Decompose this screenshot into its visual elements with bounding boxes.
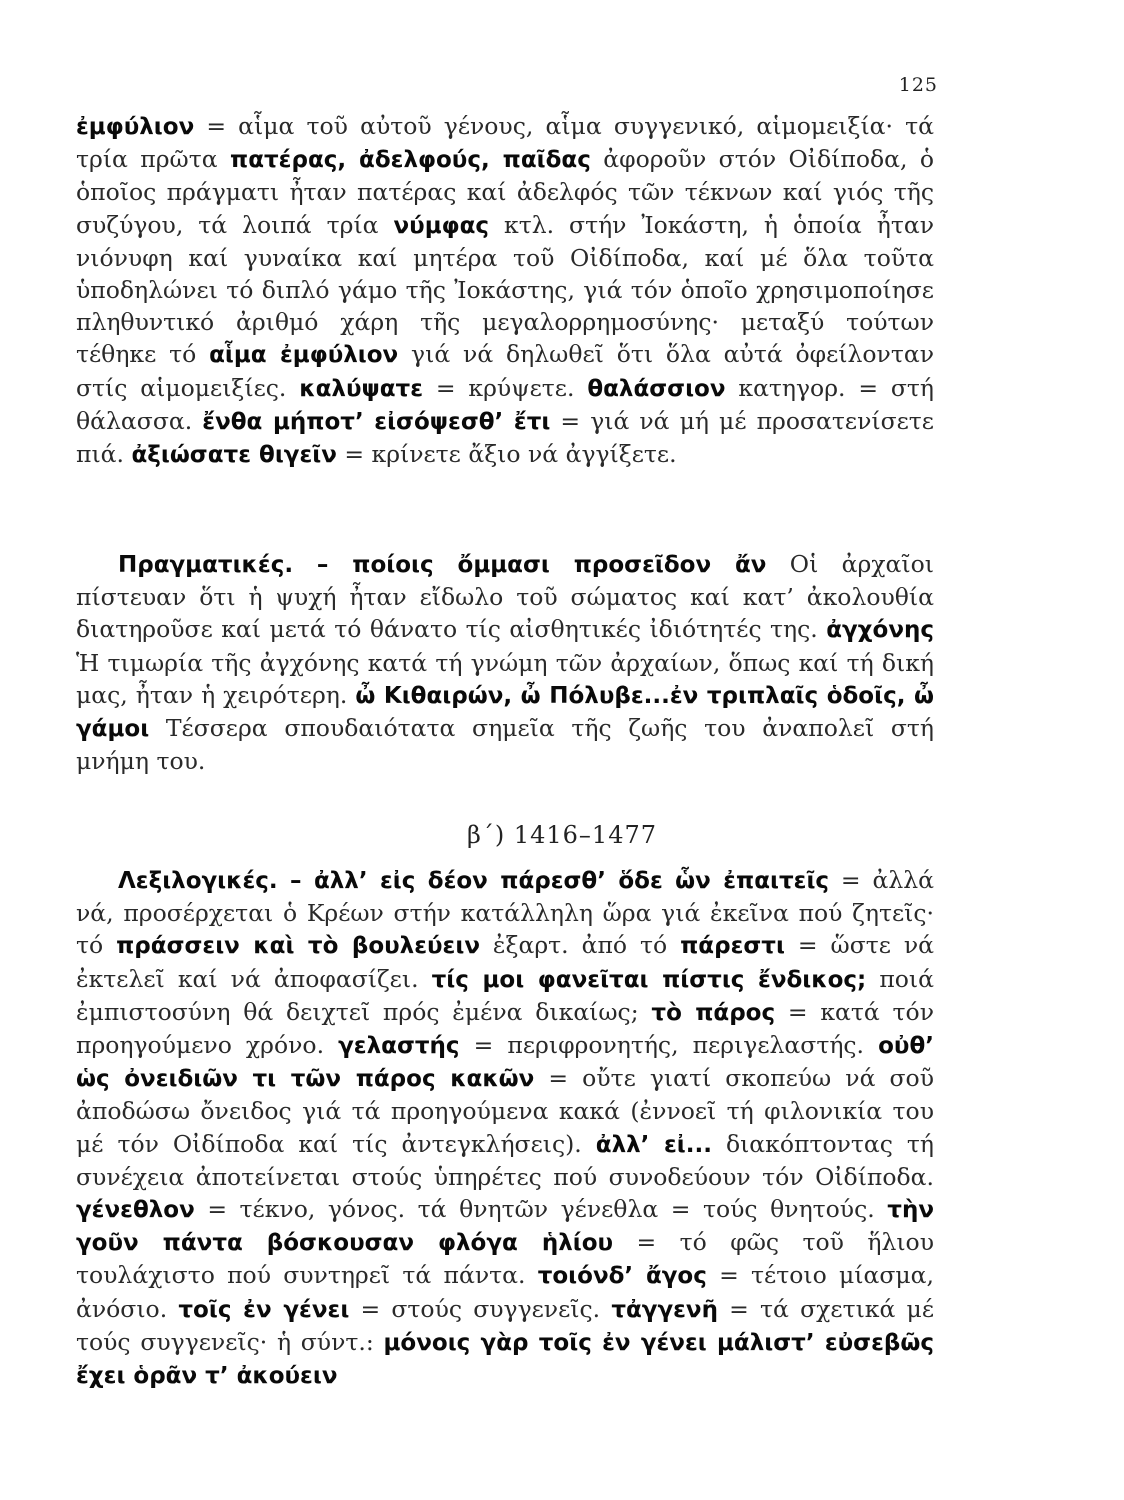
gloss-text: = ὥστε νά ἐκτελεῖ καί νά ἀποφασίζει. [76,931,935,993]
bold-term: πράσσειν καὶ τὸ βουλεύειν [116,933,480,960]
gloss-text: ποιά ἐμπιστοσύνη θά δειχτεῖ πρός ἐμένα δικαίως; [76,964,935,1026]
bold-term: ἔνθα μήποτ’ εἰσόψεσθ’ ἔτι [202,408,551,435]
gloss-text: Τέσσερα σπουδαιότατα σημεῖα τῆς ζωῆς του ἀναπολεῖ στή μνήμη του. [76,714,934,776]
gloss-text: ἀφοροῦν στόν Οἰδίποδα, ὁ ὁποῖος πράγματι ἦταν πατέρας καί ἀδελφός τῶν τέκνων καί γιός τῆς συζύγου, τά λοιπά τρία [76,145,934,239]
gloss-text: ἐξαρτ. ἀπό τό [479,931,681,960]
bold-term: ἐμφύλιον [76,114,195,140]
bold-term: θαλάσσιον [587,375,726,402]
bold-term: καλύψατε [299,375,424,402]
gloss-text: διακόπτοντας τή συνέχεια ἀποτείνεται στούς ὑπηρέτες πού συνοδεύουν τόν Οἰδίποδα. [76,1129,934,1191]
bold-term: πατέρας, ἀδελφούς, παῖδας [230,147,591,174]
gloss-text: = αἷμα τοῦ αὐτοῦ γένους, αἷμα συγγενικό, αἱμομειξία· τά τρία πρῶτα [76,112,934,174]
bold-term: ἀγχόνης [826,617,934,644]
gloss-text: = τέκνο, γόνος. τά θνητῶν γένεθλα = τούς θνητούς. [194,1195,888,1224]
bold-term: τίς μοι φανεῖται πίστις ἔνδικος; [431,966,867,993]
gloss-text: Οἱ ἀρχαῖοι πίστευαν ὅτι ἡ ψυχή ἦταν εἴδωλο τοῦ σώματος καί κατ’ ἀκολουθία διατηροῦσε καί μετά τό θάνατο τίς αἰσθητικές ἰδιότητές της. [76,550,934,644]
bold-term: ὦ Κιθαιρών, ὦ Πόλυβε...ἐν τριπλαῖς ὁδοῖς, ὦ γάμοι [76,682,934,743]
bold-term: ἀξιώσατε θιγεῖν [131,442,337,469]
bold-term: γελαστής [338,1033,460,1060]
bold-term: οὐθ’ ὡς ὀνειδιῶν τι τῶν πάρος κακῶν [76,1033,934,1093]
glossary-paragraph-2 [76,548,934,777]
bold-term: τὴν γοῦν πάντα βόσκουσαν φλόγα ἡλίου [76,1197,934,1257]
bold-term: νύμφας [393,212,490,239]
bold-term: αἷμα ἐμφύλιον [209,342,399,369]
bold-term: γένεθλον [76,1197,195,1224]
glossary-paragraph-1 [76,110,934,471]
section-heading: β΄) 1416–1477 [466,821,658,849]
gloss-text: = στούς συγγενεῖς. [349,1294,612,1323]
gloss-text: = κρίνετε ἄξιο νά ἀγγίξετε. [336,440,677,469]
gloss-text: = ἀλλά νά, προσέρχεται ὁ Κρέων στήν κατάλληλη ὥρα γιά ἐκεῖνα πού ζητεῖς· τό [76,866,934,960]
bold-term: τοῖς ἐν γένει [178,1296,350,1323]
gloss-text: = τά σχετικά μέ τούς συγγενεῖς· ἡ σύντ.: [76,1294,934,1356]
gloss-text: κτλ. στήν Ἰοκάστη, ἡ ὁποία ἦταν νιόνυφη καί γυναίκα καί μητέρα τοῦ Οἰδίποδα, καί μέ ὅλα τοῦτα ὑποδηλώνει τό διπλό γάμο τῆς Ἰοκάστης, γιά τόν ὁποῖο χρησιμοποίησε πληθυντικό ἀριθμό χάρη τῆς μεγαλορρημοσύνης· μεταξύ τούτων τέθηκε τό [76,210,934,369]
bold-term: ἀλλ’ εἰ... [595,1131,712,1158]
gloss-text: = τό φῶς τοῦ ἥλιου τουλάχιστο πού συντηρεῖ τά πάντα. [76,1228,934,1290]
gloss-text: = περιφρονητής, περιγελαστής. [459,1031,879,1060]
glossary-paragraph-3 [76,864,934,1392]
bold-term: Λεξιλογικές. – ἀλλ’ εἰς δέον πάρεσθ’ ὅδε ὧν ἐπαιτεῖς [118,868,830,894]
gloss-text: = κρύψετε. [423,373,588,402]
gloss-text: = τέτοιο μίασμα, ἀνόσιο. [76,1261,935,1323]
gloss-text: = γιά νά μή μέ προσατενίσετε πιά. [76,406,934,469]
bold-term: πάρεστι [680,933,785,960]
page-number: 125 [898,74,938,96]
bold-term: μόνοις γὰρ τοῖς ἐν γένει μάλιστ’ εὐσεβῶς ἔχει ὁρᾶν τ’ ἀκούειν [76,1329,934,1390]
gloss-text: = οὔτε γιατί σκοπεύω νά σοῦ ἀποδώσω ὄνειδος γιά τά προηγούμενα κακά (ἐννοεῖ τή φιλονικία του μέ τόν Οἰδίποδα καί τίς ἀντεγκλήσεις). [76,1064,934,1158]
bold-term: τοιόνδ’ ἄγος [537,1263,707,1290]
gloss-text: Ἡ τιμωρία τῆς ἀγχόνης κατά τή γνώμη τῶν ἀρχαίων, ὅπως καί τή δική μας, ἦταν ἡ χειρότερη. [76,648,934,709]
gloss-text: = κατά τόν προηγούμενο χρόνο. [76,997,934,1060]
bold-term: Πραγματικές. – ποίοις ὄμμασι προσεῖδον ἄν [118,552,767,578]
bold-term: τὸ πάρος [651,999,776,1026]
gloss-text: κατηγορ. = στή θάλασσα. [76,373,934,435]
bold-term: τἀγγενῆ [611,1296,718,1323]
gloss-text: γιά νά δηλωθεῖ ὅτι ὅλα αὐτά ὀφείλονταν στίς αἱμομειξίες. [76,340,935,402]
